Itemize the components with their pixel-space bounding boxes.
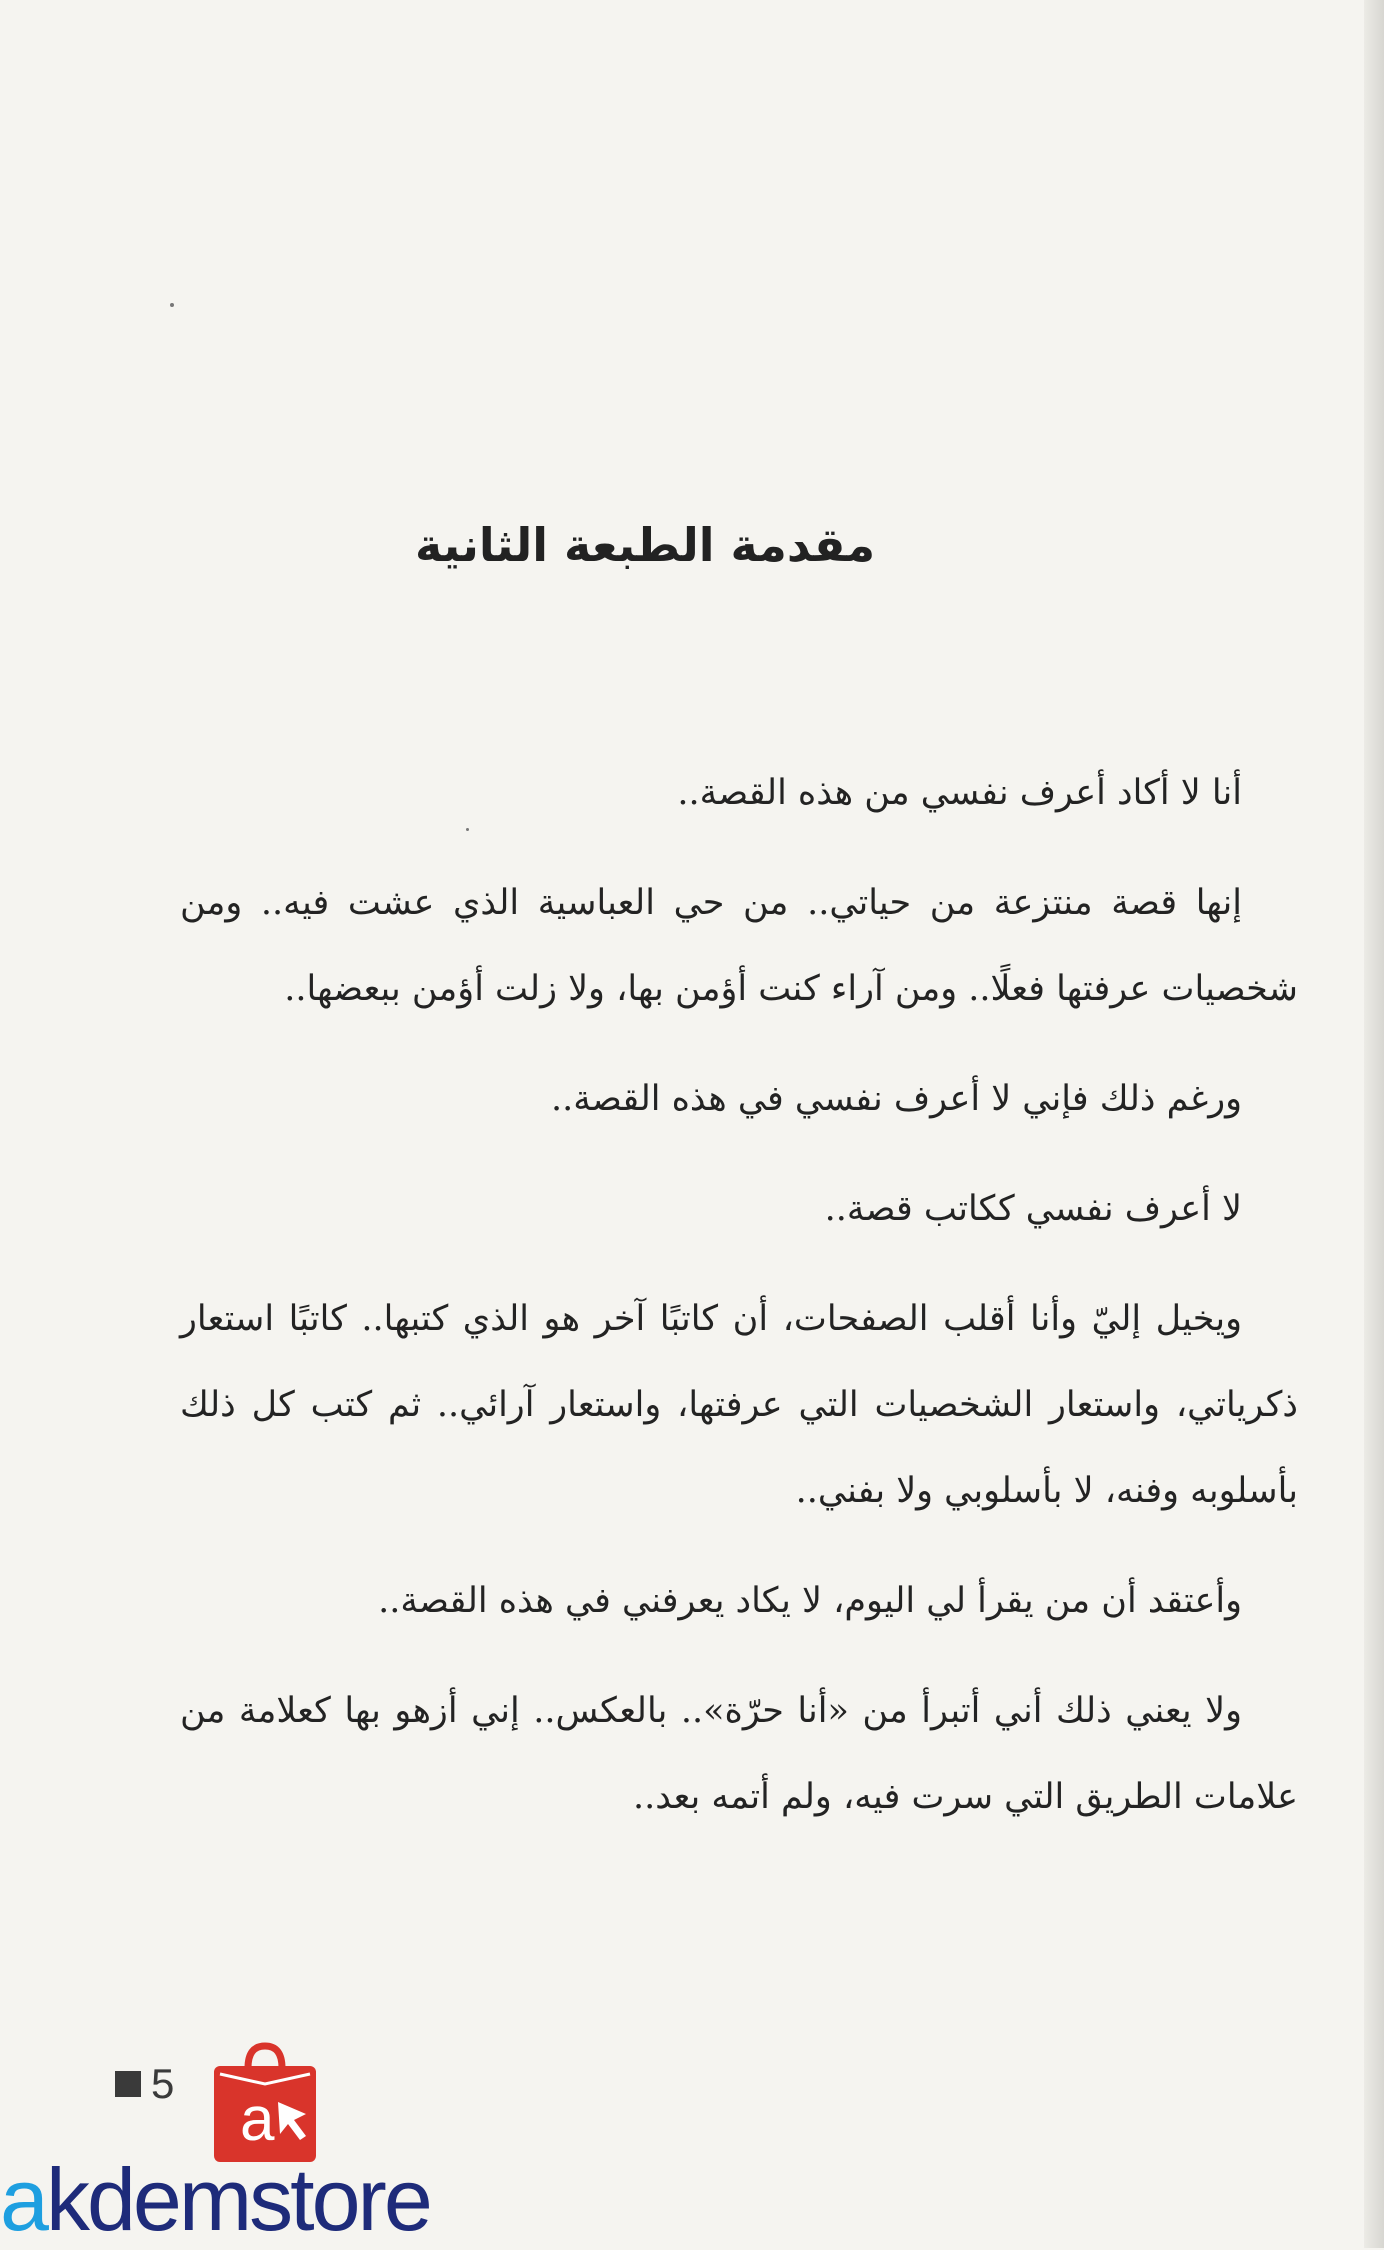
- bookstore-watermark: [0, 2150, 430, 2250]
- paragraph-5: ويخيل إليّ وأنا أقلب الصفحات، أن كاتبًا آخر هو الذي كتبها.. كاتبًا استعار ذكرياتي، واستعار الشخصيات التي عرفتها، واستعار آرائي.. ثم كتب كل ذلك بأسلوبه وفنه، لا بأسلوبي ولا بفني..: [180, 1299, 1298, 1511]
- page-edge-shadow: [1364, 0, 1384, 2248]
- watermark-prefix: a: [0, 2150, 46, 2249]
- watermark-name: kdemstore: [45, 2150, 430, 2249]
- paragraph-2: إنها قصة منتزعة من حياتي.. من حي العباسية الذي عشت فيه.. ومن شخصيات عرفتها فعلًا.. ومن آراء كنت أؤمن بها، ولا زلت أؤمن ببعضها..: [180, 883, 1298, 1009]
- paragraph-6: وأعتقد أن من يقرأ لي اليوم، لا يكاد يعرفني في هذه القصة..: [378, 1581, 1242, 1621]
- paragraph-3: ورغم ذلك فإني لا أعرف نفسي في هذه القصة..: [551, 1079, 1242, 1119]
- page-number: [115, 2060, 174, 2108]
- paragraph-4: لا أعرف نفسي ككاتب قصة..: [824, 1189, 1242, 1229]
- paragraph-1: أنا لا أكاد أعرف نفسي من هذه القصة..: [677, 773, 1242, 813]
- paragraph-7: ولا يعني ذلك أني أتبرأ من «أنا حرّة».. بالعكس.. إني أزهو بها كعلامة من علامات الطريق التي سرت فيه، ولم أتمه بعد..: [180, 1691, 1298, 1817]
- logo-icon-letter: a: [240, 2085, 275, 2154]
- body-text: [180, 750, 1298, 1864]
- page-title: مقدمة الطبعة الثانية: [414, 518, 876, 572]
- page-number-value: 5: [151, 2060, 175, 2107]
- bookstore-logo-icon: [210, 2040, 320, 2165]
- page-number-marker: [115, 2071, 141, 2097]
- paper-speck: [170, 303, 174, 307]
